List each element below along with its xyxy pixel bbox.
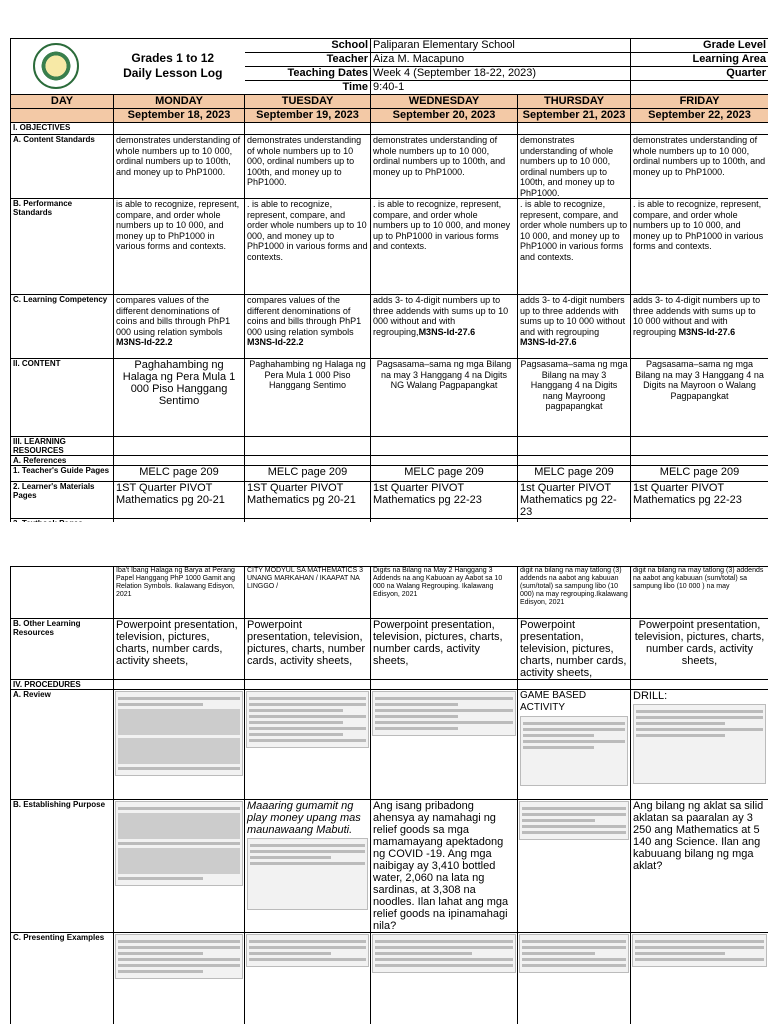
- dates-label: Teaching Dates: [245, 67, 371, 81]
- purpose-wed-text: Ang isang pribadong ahensya ay namahagi ng relief goods sa mga mamamayang apektadong ng COVID -19. Ang mga naibigay ay 3,410 bottled water, 2,060 na lata ng sardinas, at 3,308 na noodles. Ilan lahat ang mga relief goods na ipinamahagi nila?: [371, 800, 518, 933]
- purpose-tue-text: Maaaring gumamit ng play money upang mas maunawaang Mabuti.: [247, 800, 361, 836]
- purpose-thu-worksheet: [518, 800, 631, 933]
- teacher-label: Teacher: [245, 53, 371, 67]
- review-thu-title: GAME BASED ACTIVITY: [520, 690, 587, 713]
- competency-text: compares values of the different denominations of coins and bills through PhP1 000 using relation symbols: [247, 295, 362, 337]
- teacher-value: Aiza M. Macapuno: [371, 53, 631, 67]
- competency-code: M3NS-Id-27.6: [520, 337, 577, 347]
- competency-code: M3NS-Id-22.2: [116, 337, 173, 347]
- other-resources-fri: Powerpoint presentation, television, pictures, charts, number cards, activity sheets,: [631, 619, 768, 680]
- competency-code: M3NS-Id-27.6: [678, 326, 736, 337]
- competency-fri: [631, 295, 768, 359]
- purpose-fri-text: Ang bilang ng aklat sa silid aklatan sa paaralan ay 3 250 ang Mathematics at 5 140 ang Science. Ilan ang kabuuang bilang ng mga aklat?: [631, 800, 768, 933]
- presenting-tue-worksheet: [245, 933, 371, 1024]
- title-line2: Daily Lesson Log: [123, 66, 223, 80]
- additional-cont-tue: CITY MODYUL SA MATHEMATICS 3 UNANG MARKAHAN / IKAAPAT NA LINGGO /: [245, 567, 371, 619]
- performance-standards-tue: . is able to recognize, represent, compare, and order whole numbers up to 10 000, and money up to PhP1000 in various forms and contexts.: [245, 199, 371, 295]
- other-resources-tue: Powerpoint presentation, television, pictures, charts, number cards, activity sheets,: [245, 619, 371, 680]
- purpose-tue: [245, 800, 371, 933]
- competency-text: adds 3- to 4-digit numbers up to three addends with sums up to 10 000 without and with regrouping: [633, 295, 761, 337]
- content-thu: Pagsasama–sama ng mga Bilang na may 3 Hanggang 4 na Digits nang Mayroong pagpapangkat: [518, 359, 631, 437]
- content-fri: Pagsasama–sama ng mga Bilang na may 3 Hanggang 4 na Digits na Mayroon o Walang Pagpapangkat: [631, 359, 768, 437]
- other-resources-label: B. Other Learning Resources: [11, 619, 114, 680]
- content-mon: Paghahambing ng Halaga ng Pera Mula 1 000 Piso Hanggang Sentimo: [114, 359, 245, 437]
- content-wed: Pagsasama–sama ng mga Bilang na may 3 Hanggang 4 na Digits NG Walang Pagpapangkat: [371, 359, 518, 437]
- review-tue-worksheet: [245, 690, 371, 800]
- day-label: DAY: [11, 95, 114, 109]
- teachers-guide-thu: MELC page 209: [518, 466, 631, 482]
- competency-label: C. Learning Competency: [11, 295, 114, 359]
- day-wednesday: WEDNESDAY: [371, 95, 518, 109]
- content-tue: Paghahambing ng Halaga ng Pera Mula 1 000 Piso Hanggang Sentimo: [245, 359, 371, 437]
- performance-standards-label: B. Performance Standards: [11, 199, 114, 295]
- presenting-fri-worksheet: [631, 933, 768, 1024]
- review-fri: [631, 690, 768, 800]
- presenting-mon-worksheet: [114, 933, 245, 1024]
- content-standards-fri: demonstrates understanding of whole numbers up to 10 000, ordinal numbers up to 100th, and money up to PhP1000.: [631, 135, 768, 199]
- day-friday: FRIDAY: [631, 95, 768, 109]
- day-monday: MONDAY: [114, 95, 245, 109]
- content-standards-tue: demonstrates understanding of whole numbers up to 10 000, ordinal numbers up to 100th, and money up to PhP1000.: [245, 135, 371, 199]
- teachers-guide-label: 1. Teacher's Guide Pages: [11, 466, 114, 482]
- presenting-wed-worksheet: [371, 933, 518, 1024]
- deped-seal-icon: [11, 41, 101, 91]
- review-thu: [518, 690, 631, 800]
- competency-tue: [245, 295, 371, 359]
- learners-materials-label: 2. Learner's Materials Pages: [11, 482, 114, 519]
- performance-standards-thu: . is able to recognize, represent, compare, and order whole numbers up to 10 000, and money up to PhP1000 in various forms and contexts.: [518, 199, 631, 295]
- time-value: 9:40-1: [371, 81, 631, 95]
- purpose-mon-worksheet: [114, 800, 245, 933]
- learners-materials-tue: 1ST Quarter PIVOT Mathematics pg 20-21: [245, 482, 371, 519]
- page-gap: [0, 522, 768, 566]
- dates-value: Week 4 (September 18-22, 2023): [371, 67, 631, 81]
- teachers-guide-tue: MELC page 209: [245, 466, 371, 482]
- learners-materials-wed: 1st Quarter PIVOT Mathematics pg 22-23: [371, 482, 518, 519]
- resources-heading: III. LEARNING RESOURCES: [11, 437, 114, 456]
- learners-materials-mon: 1ST Quarter PIVOT Mathematics pg 20-21: [114, 482, 245, 519]
- content-standards-wed: demonstrates understanding of whole numbers up to 10 000, ordinal numbers up to 100th, and money up to PhP1000.: [371, 135, 518, 199]
- page-2: [0, 566, 768, 1024]
- day-tuesday: TUESDAY: [245, 95, 371, 109]
- teachers-guide-wed: MELC page 209: [371, 466, 518, 482]
- additional-cont-thu: digit na bilang na may tatlong (3) addends na aabot ang kabuuan (sum/total) sa sampung libo (10 000) na may regrouping.Ikalawang Edisyon, 2021: [518, 567, 631, 619]
- content-label: II. CONTENT: [11, 359, 114, 437]
- date-wednesday: September 20, 2023: [371, 109, 518, 123]
- quarter-label: Quarter: [631, 67, 768, 81]
- presenting-thu-worksheet: [518, 933, 631, 1024]
- performance-standards-mon: is able to recognize, represent, compare, and order whole numbers up to 10 000, and money up to PhP1000 in various forms and contexts.: [114, 199, 245, 295]
- date-tuesday: September 19, 2023: [245, 109, 371, 123]
- additional-cont-wed: Digits na Bilang na May 2 Hanggang 3 Addends na ang Kabuoan ay Aabot sa 10 000 na Walang Regrouping. Ikalawang Edisyon, 2021: [371, 567, 518, 619]
- review-label: A. Review: [11, 690, 114, 800]
- other-resources-wed: Powerpoint presentation, television, pictures, charts, number cards, activity sheets,: [371, 619, 518, 680]
- time-label: Time: [245, 81, 371, 95]
- teachers-guide-mon: MELC page 209: [114, 466, 245, 482]
- procedures-heading: IV. PROCEDURES: [11, 680, 114, 690]
- title-line1: Grades 1 to 12: [131, 51, 215, 65]
- performance-standards-fri: . is able to recognize, represent, compare, and order whole numbers up to 10 000, and money up to PhP1000 in various forms and contexts.: [631, 199, 768, 295]
- other-resources-thu: Powerpoint presentation, television, pictures, charts, number cards, activity sheets,: [518, 619, 631, 680]
- objectives-heading: I. OBJECTIVES: [11, 123, 114, 135]
- date-monday: September 18, 2023: [114, 109, 245, 123]
- day-thursday: THURSDAY: [518, 95, 631, 109]
- grade-label: Grade Level: [631, 39, 768, 53]
- performance-standards-wed: . is able to recognize, represent, compare, and order whole numbers up to 10 000, and money up to PhP1000 in various forms and contexts.: [371, 199, 518, 295]
- competency-code: M3NS-Id-27.6: [418, 326, 476, 337]
- competency-code: M3NS-Id-22.2: [247, 337, 304, 347]
- additional-cont-mon: Iba't Ibang Halaga ng Barya at Perang Papel Hanggang PhP 1000 Gamit ang Relation Symbols. Ikalawang Edisyon, 2021: [114, 567, 245, 619]
- date-thursday: September 21, 2023: [518, 109, 631, 123]
- lesson-log-table: [10, 38, 768, 561]
- additional-cont-fri: digit na bilang na may tatlong (3) addends na aabot ang kabuuan (sum/total) sa sampung libo (10 000 ) na may: [631, 567, 768, 619]
- references-heading: A. References: [11, 456, 114, 466]
- content-standards-thu: demonstrates understanding of whole numbers up to 10 000, ordinal numbers up to 100th, and money up to PhP1000.: [518, 135, 631, 199]
- header-title-block: [11, 39, 245, 95]
- learners-materials-fri: 1st Quarter PIVOT Mathematics pg 22-23: [631, 482, 768, 519]
- area-label: Learning Area: [631, 53, 768, 67]
- competency-text: adds 3- to 4-digit numbers up to three addends with sums up to 10 000 without and with regrouping: [520, 295, 626, 337]
- competency-thu: [518, 295, 631, 359]
- school-label: School: [245, 39, 371, 53]
- competency-mon: [114, 295, 245, 359]
- content-standards-mon: demonstrates understanding of whole numbers up to 10 000, ordinal numbers up to 100th, and money up to PhP1000.: [114, 135, 245, 199]
- review-mon-worksheet: [114, 690, 245, 800]
- review-wed-worksheet: [371, 690, 518, 800]
- learners-materials-thu: 1st Quarter PIVOT Mathematics pg 22-23: [518, 482, 631, 519]
- review-fri-title: DRILL:: [633, 690, 668, 702]
- lesson-log-table-continued: [10, 566, 768, 1024]
- competency-wed: [371, 295, 518, 359]
- other-resources-mon: Powerpoint presentation, television, pictures, charts, number cards, activity sheets,: [114, 619, 245, 680]
- content-standards-label: A. Content Standards: [11, 135, 114, 199]
- date-friday: September 22, 2023: [631, 109, 768, 123]
- teachers-guide-fri: MELC page 209: [631, 466, 768, 482]
- school-value: Paliparan Elementary School: [371, 39, 631, 53]
- purpose-label: B. Establishing Purpose: [11, 800, 114, 933]
- presenting-label: C. Presenting Examples: [11, 933, 114, 1024]
- competency-text: compares values of the different denominations of coins and bills through PhP1 000 using relation symbols: [116, 295, 231, 337]
- competency-text: adds 3- to 4-digit numbers up to three addends with sums up to 10 000 without and with regrouping,: [373, 295, 509, 337]
